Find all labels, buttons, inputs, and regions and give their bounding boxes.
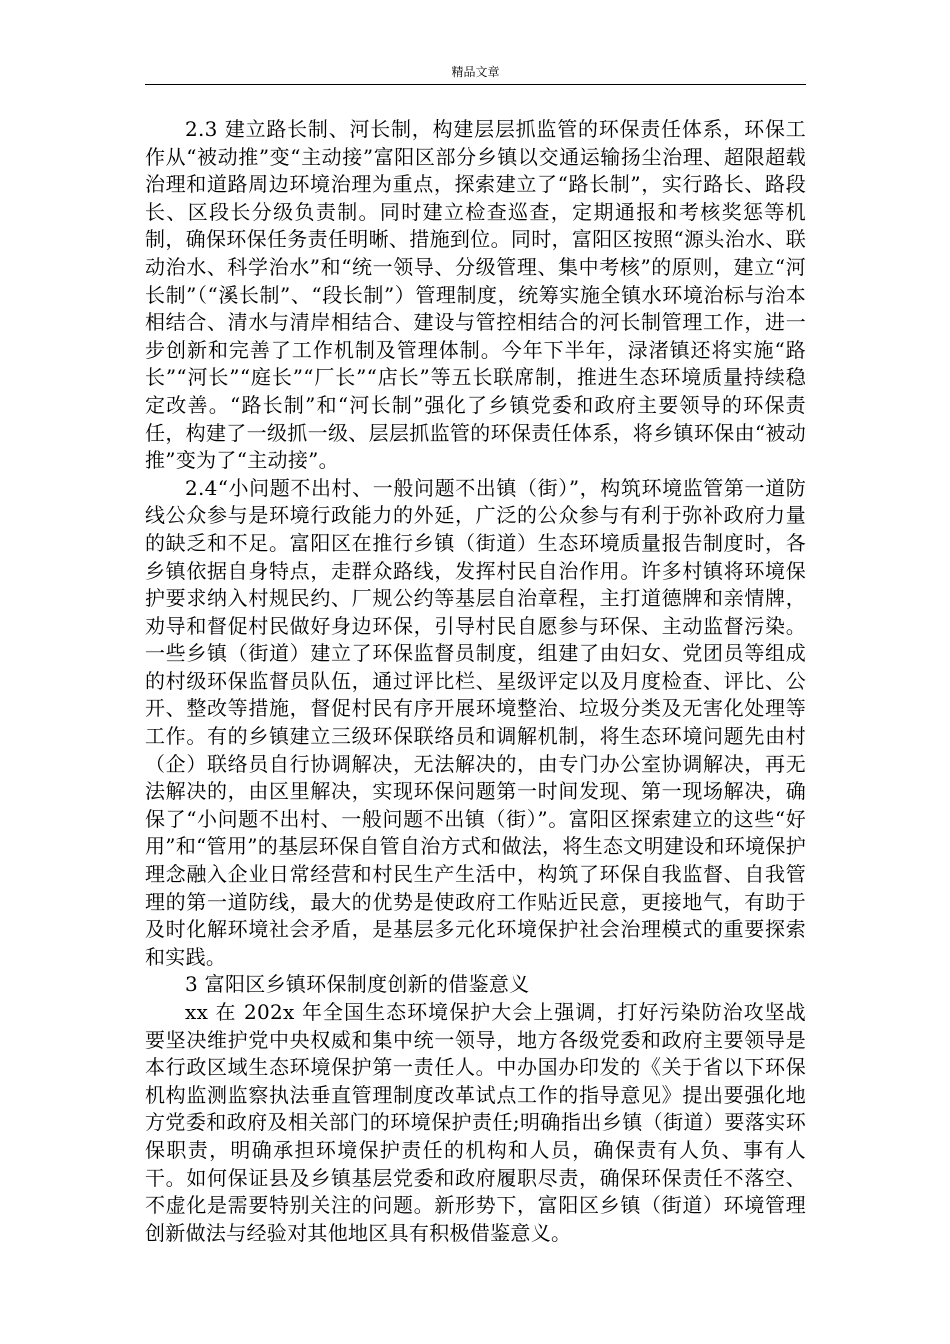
section-heading-3: 3 富阳区乡镇环保制度创新的借鉴意义 bbox=[185, 972, 530, 997]
document-body bbox=[145, 116, 806, 1247]
paragraph-2-4: 2.4“小问题不出村、一般问题不出镇（街）”，构筑环境监管第一道防线公众参与是环境行政能力的外延，广泛的公众参与有利于弥补政府力量的缺乏和不足。富阳区在推行乡镇（街道）生态环境质量报告制度时，各乡镇依据自身特点，走群众路线，发挥村民自治作用。许多村镇将环境保护要求纳入村规民约、厂规公约等基层自治章程，主打道德牌和亲情牌，劝导和督促村民做好身边环保，引导村民自愿参与环保、主动监督污染。一些乡镇（街道）建立了环保监督员制度，组建了由妇女、党团员等组成的村级环保监督员队伍，通过评比栏、星级评定以及月度检查、评比、公开、整改等措施，督促村民有序开展环境整治、垃圾分类及无害化处理等工作。有的乡镇建立三级环保联络员和调解机制，将生态环境问题先由村（企）联络员自行协调解决，无法解决的，由专门办公室协调解决，再无法解决的，由区里解决，实现环保问题第一时间发现、第一现场解决，确保了“小问题不出村、一般问题不出镇（街）”。富阳区探索建立的这些“好用”和“管用”的基层环保自管自治方式和做法，将生态文明建设和环境保护理念融入企业日常经营和村民生产生活中，构筑了环保自我监督、自我管理的第一道防线，最大的优势是使政府工作贴近民意，更接地气，有助于及时化解环境社会矛盾，是基层多元化环境保护社会治理模式的重要探索和实践。 bbox=[145, 475, 806, 969]
paragraph-2-3: 2.3 建立路长制、河长制，构建层层抓监管的环保责任体系，环保工作从“被动推”变“主动接”富阳区部分乡镇以交通运输扬尘治理、超限超载治理和道路周边环境治理为重点，探索建立了“路长制”，实行路长、路段长、区段长分级负责制。同时建立检查巡查，定期通报和考核奖惩等机制，确保环保任务责任明晰、措施到位。同时，富阳区按照“源头治水、联动治水、科学治水”和“统一领导、分级管理、集中考核”的原则，建立“河长制”（“溪长制”、“段长制”）管理制度，统筹实施全镇水环境治标与治本相结合、清水与清岸相结合、建设与管控相结合的河长制管理工作，进一步创新和完善了工作机制及管理体制。今年下半年，渌渚镇还将实施“路长”“河长”“庭长”“厂长”“店长”等五长联席制，推进生态环境质量持续稳定改善。“路长制”和“河长制”强化了乡镇党委和政府主要领导的环保责任，构建了一级抓一级、层层抓监管的环保责任体系，将乡镇环保由“被动推”变为了“主动接”。 bbox=[145, 117, 806, 473]
page-header bbox=[145, 62, 806, 85]
paragraph-3-body: xx 在 202x 年全国生态环境保护大会上强调，打好污染防治攻坚战要坚决维护党中央权威和集中统一领导，地方各级党委和政府主要领导是本行政区域生态环境保护第一责任人。中办国办印发的《关于省以下环保机构监测监察执法垂直管理制度改革试点工作的指导意见》提出要强化地方党委和政府及相关部门的环境保护责任;明确指出乡镇（街道）要落实环保职责，明确承担环境保护责任的机构和人员，确保责有人负、事有人干。如何保证县及乡镇基层党委和政府履职尽责，确保环保责任不落空、不虚化是需要特别关注的问题。新形势下，富阳区乡镇（街道）环境管理创新做法与经验对其他地区具有积极借鉴意义。 bbox=[145, 1000, 806, 1245]
header-title: 精品文章 bbox=[451, 65, 500, 79]
